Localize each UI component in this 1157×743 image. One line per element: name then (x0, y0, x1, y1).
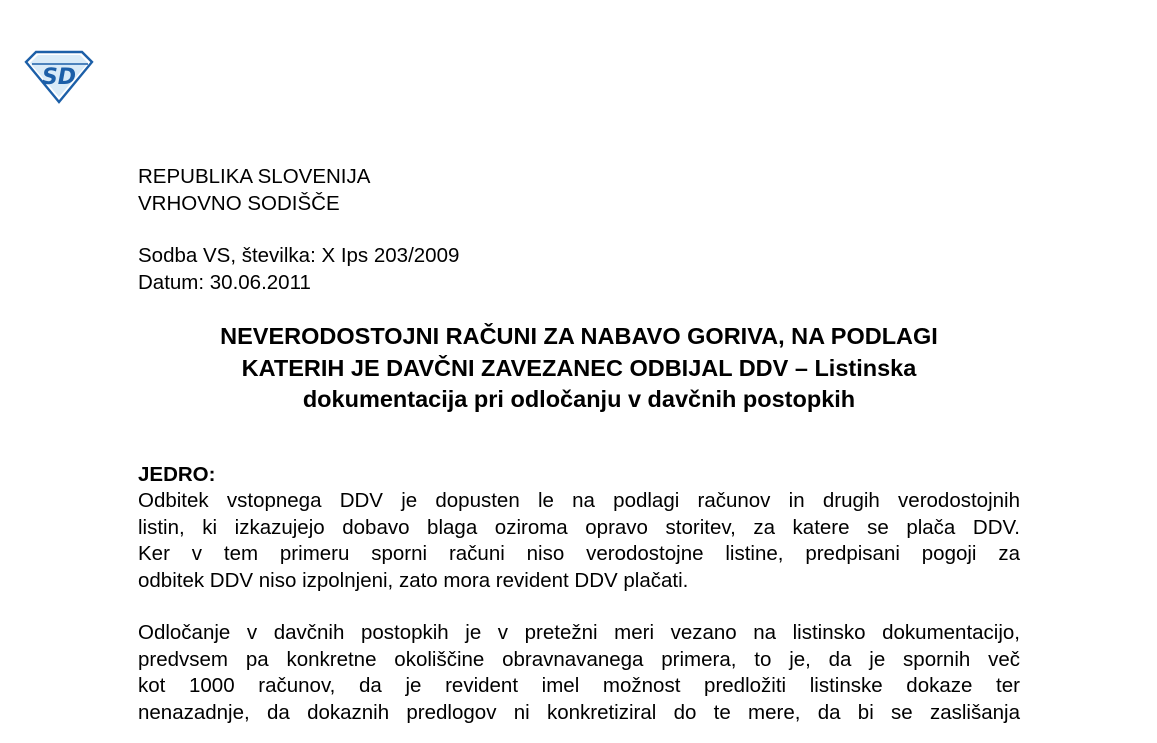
paragraph-line: listin, ki izkazujejo dobavo blaga oziroma opravo storitev, za katere se plača DDV. (138, 515, 1020, 539)
document-title (138, 321, 1020, 416)
paragraph-line: predvsem pa konkretne okoliščine obravnavanega primera, to je, da je spornih več (138, 647, 1020, 671)
court-logo (22, 48, 96, 104)
paragraph-line: Odločanje v davčnih postopkih je v pretežni meri vezano na listinsko dokumentacijo, (138, 621, 1020, 644)
title-line-2: KATERIH JE DAVČNI ZAVEZANEC ODBIJAL DDV – Listinska (241, 354, 917, 381)
title-line-3: dokumentacija pri odločanju v davčnih postopkih (302, 386, 856, 412)
paragraph-line: odbitek DDV niso izpolnjeni, zato mora revident DDV plačati. (138, 568, 689, 592)
case-number: Sodba VS, številka: X Ips 203/2009 (138, 244, 460, 267)
header-republic: REPUBLIKA SLOVENIJA (138, 165, 371, 188)
header-court: VRHOVNO SODIŠČE (138, 191, 340, 215)
logo-text: SD (41, 65, 77, 90)
paragraph-line: Ker v tem primeru sporni računi niso verodostojne listine, predpisani pogoji za (138, 542, 1020, 565)
jedro-paragraph-2 (138, 620, 1020, 726)
jedro-paragraph-1 (138, 488, 1020, 594)
paragraph-line: Odbitek vstopnega DDV je dopusten le na podlagi računov in drugih verodostojnih (138, 489, 1020, 512)
paragraph-line: kot 1000 računov, da je revident imel možnost predložiti listinske dokaze ter (138, 674, 1020, 697)
paragraph-line: nenazadnje, da dokaznih predlogov ni konkretiziral do te mere, da bi se zaslišanja (138, 700, 1020, 724)
shield-logo-icon (22, 48, 96, 104)
title-line-1: NEVERODOSTOJNI RAČUNI ZA NABAVO GORIVA, NA PODLAGI (220, 323, 938, 349)
document-body (138, 164, 1020, 726)
jedro-heading: JEDRO: (138, 462, 216, 486)
case-date: Datum: 30.06.2011 (138, 270, 311, 294)
